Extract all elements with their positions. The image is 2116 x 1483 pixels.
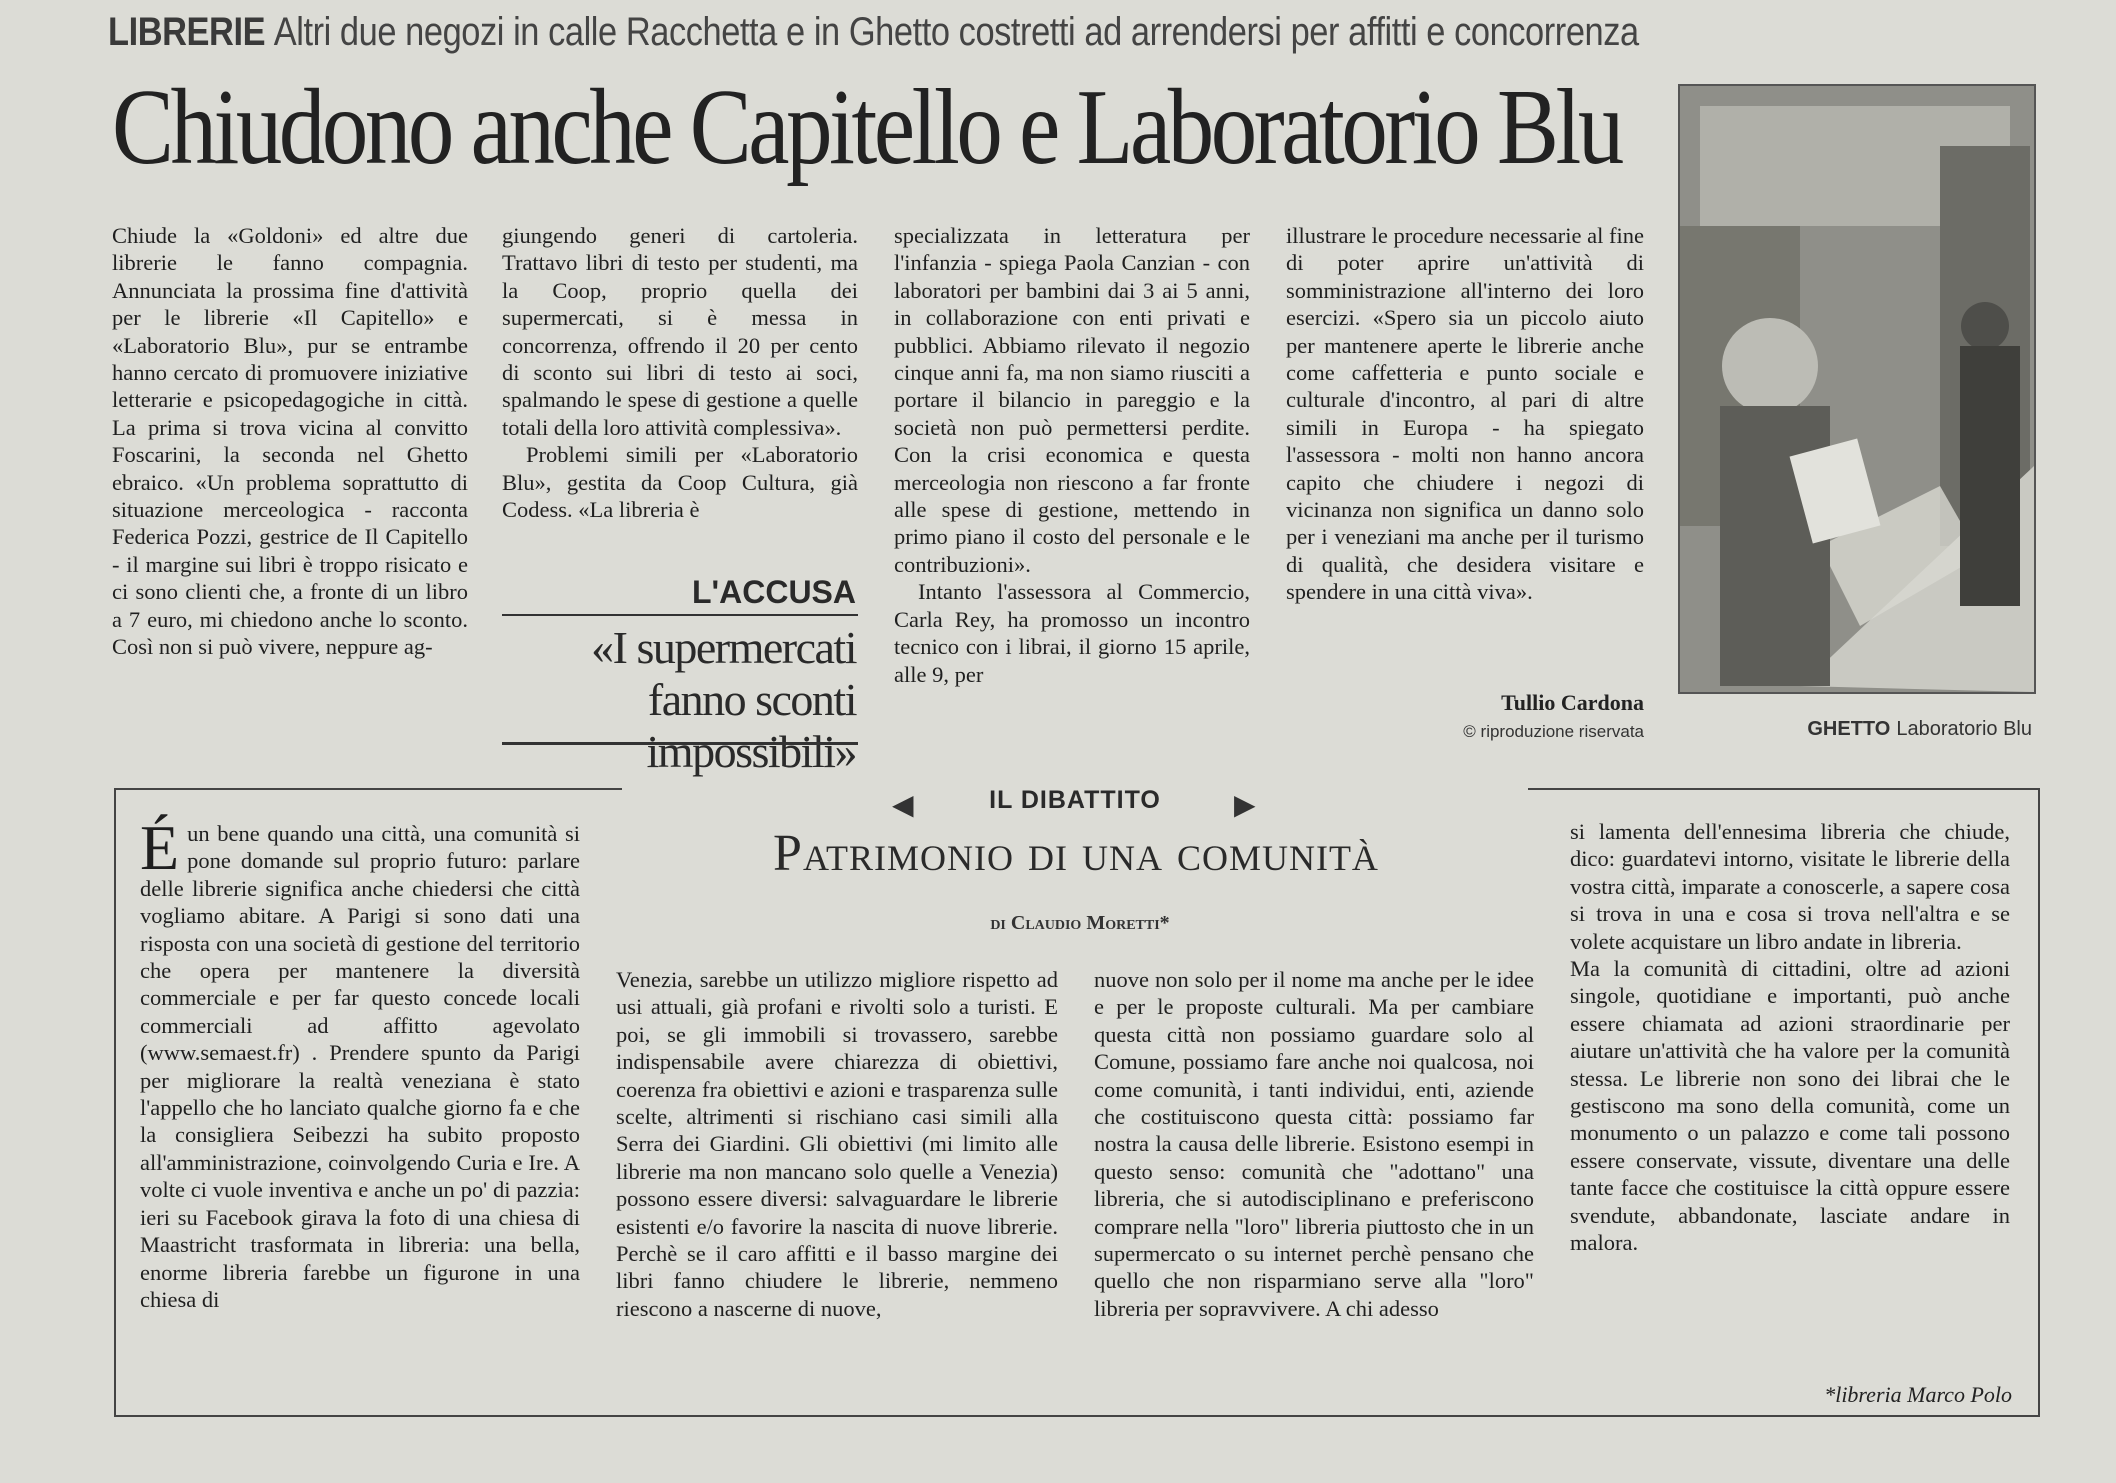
kicker <box>108 10 1639 55</box>
kicker-label: LIBRERIE <box>108 10 266 54</box>
kicker-text: Altri due negozi in calle Racchetta e in Ghetto costretti ad arrendersi per affitti e concorrenza <box>273 10 1639 54</box>
dibattito-title: Patrimonio di una comunità <box>773 825 1379 882</box>
article-column-3 <box>894 222 1250 688</box>
article-col4-text: illustrare le procedure necessarie al fine di poter aprire un'attività di somministrazione all'interno dei loro esercizi. «Spero sia un piccolo aiuto per mantenere aperte le librerie anche come caffetteria e punto sociale e culturale d'incontro, al pari di altre simili in Europa - ha spiegato l'assessora - molti non hanno ancora capito che chiudere i negozi di vicinanza non significa un danno solo per i veneziani ma anche per il turismo di qualità, che desidera visitare e spendere in una città viva». <box>1286 223 1644 605</box>
article-col1-text: Chiude la «Goldoni» ed altre due librerie le fanno compagnia. Annunciata la prossima fine d'attività per le librerie «Il Capitello» e «Laboratorio Blu», pur se entrambe hanno cercato di promuovere iniziative letterarie e psicopedagogiche in città. La prima si trova vicina al convitto Foscarini, la seconda nel Ghetto ebraico. «Un problema soprattutto di situazione merceologica - racconta Federica Pozzi, gestrice de Il Capitello - il margine sui libri è troppo risicato e ci sono clienti che, a fronte di un libro a 7 euro, mi chiedono anche lo sconto. Così non si può vivere, neppure ag- <box>112 223 468 660</box>
article-author: Tullio Cardona <box>1501 690 1644 715</box>
accusa-label: L'ACCUSA <box>691 574 856 610</box>
bookshop-photo-illustration <box>1680 86 2034 692</box>
article-col2-p2: Problemi simili per «Laboratorio Blu», gestita da Coop Cultura, già Codess. «La libreria è <box>502 442 858 523</box>
headline: Chiudono anche Capitello e Laboratorio Blu <box>112 68 1621 187</box>
dibattito-byline: di Claudio Moretti* <box>990 912 1170 934</box>
dibattito-signature: *libreria Marco Polo <box>1824 1382 2012 1407</box>
dibattito-col4-p2: Ma la comunità di cittadini, oltre ad azioni singole, quotidiane e importanti, può anche essere chiamata ad azioni straordinarie per aiutare un'attività che ha valore per la comunità stessa. Le librerie non sono dei librai che le gestiscono ma sono della comunità, come un monumento o un palazzo e come tali possono essere conservate, vissute, diventare una delle tante facce che costituisce la città oppure essere svendute, abbandonate, lasciate andare in malora. <box>1570 956 2010 1256</box>
dibattito-column-2 <box>616 966 1058 1322</box>
article-column-1 <box>112 222 468 661</box>
article-column-4 <box>1286 222 1644 606</box>
dropcap: É <box>140 812 180 883</box>
article-col3-p2: Intanto l'assessora al Commercio, Carla Rey, ha promosso un incontro tecnico con i librai, il giorno 15 aprile, alle 9, per <box>894 579 1250 687</box>
dibattito-col4-p1: si lamenta dell'ennesima libreria che chiude, dico: guardatevi intorno, visitate le librerie della vostra città, imparate a conoscerle, a sapere cosa si trova in una e cosa si trova nell'altra e se volete acquistare un libro andate in libreria. <box>1570 819 2010 954</box>
accusa-rule <box>502 614 858 616</box>
photo-caption <box>1680 718 2032 741</box>
dibattito-col2-text: Venezia, sarebbe un utilizzo migliore rispetto ad usi attuali, già profani e rivolti solo a turisti. E poi, se gli immobili si trovassero, sarebbe indispensabile avere chiarezza di obiettivi, coerenza fra obiettivi e azioni e trasparenza sulle scelte, altrimenti si rischiano casi simili alla Serra dei Giardini. Gli obiettivi (mi limito alle librerie ma non mancano solo quelle a Venezia) possono essere diversi: salvaguardare le librerie esistenti e/o favorire la nascita di nuove librerie. Perchè se il caro affitti e il basso margine dei libri fanno chiudere le librerie, nemmeno riescono a nascerne di nuove, <box>616 967 1058 1321</box>
dibattito-col3-text: nuove non solo per il nome ma anche per le idee e per le proposte culturali. Ma per cambiare questa città non possiamo guardare solo al Comune, possiamo fare anche noi qualcosa, noi come comunità, i tanti individui, enti, aziende che costituiscono questa città: possiamo far nostra la causa delle librerie. Esistono esempi in questo senso: comunità che "adottano" una libreria, che si autodisciplinano e preferiscono comprare nella "loro" libreria piuttosto che in un supermercato o su internet perchè pensano che quello che non risparmiano serve alla "loro" libreria per sopravvivere. A chi adesso <box>1094 967 1534 1321</box>
dibattito-col1-text: un bene quando una città, una comunità si pone domande sul proprio futuro: parlare delle librerie significa anche chiedersi che città vogliamo abitare. A Parigi si sono dati una risposta con una società di gestione del territorio che opera per mantenere la diversità commerciale e per far questo concede locali commerciali ad affitto agevolato (www.semaest.fr) . Prendere spunto da Parigi per migliorare la realtà veneziana è stato l'appello che ho lanciato qualche giorno fa e che la consigliera Seibezzi ha subito proposto all'amministrazione, coinvolgendo Curia e Ire. A volte ci vuole inventiva e anche un po' di pazzia: ieri su Facebook girava la foto di una chiesa di Maastricht trasformata in libreria: una bella, enorme libreria farebbe un figurone in una chiesa di <box>140 821 580 1312</box>
dibattito-section-label: IL DIBATTITO <box>989 786 1161 814</box>
dibattito-column-4 <box>1570 818 2010 1257</box>
accusa-rule-bottom <box>502 742 858 745</box>
photo-caption-label: GHETTO <box>1807 718 1891 740</box>
article-column-2 <box>502 222 858 523</box>
accusa-quote: «I supermercati fanno sconti impossibili» <box>591 622 856 777</box>
article-col2-p1: giungendo generi di cartoleria. Trattavo libri di testo per studenti, ma la Coop, proprio quella dei supermercati, si è messa in concorrenza, offrendo il 20 per cento di sconto sui libri di testo ai soci, spalmando le spese di gestione a quelle totali della loro attività complessiva». <box>502 223 858 440</box>
copyright-note: © riproduzione riservata <box>1463 722 1644 741</box>
article-col3-p1: specializzata in letteratura per l'infanzia - spiega Paola Canzian - con laboratori per bambini dai 3 ai 5 anni, in collaborazione con enti privati e pubblici. Abbiamo rilevato il negozio cinque anni fa, ma non siamo riusciti a portare il bilancio in pareggio e la società non può permettersi perdite. Con la crisi economica e questa merceologia non riescono a far fronte alle spese di gestione, mettendo in primo piano il costo del personale e le contribuzioni». <box>894 223 1250 577</box>
bookshop-photo <box>1678 84 2036 694</box>
photo-caption-text: Laboratorio Blu <box>1896 718 2032 740</box>
dibattito-column-3 <box>1094 966 1534 1322</box>
arrow-right-icon: ▶ <box>1234 788 1256 821</box>
arrow-left-icon: ◀ <box>892 788 914 821</box>
dibattito-column-1 <box>140 812 580 1313</box>
